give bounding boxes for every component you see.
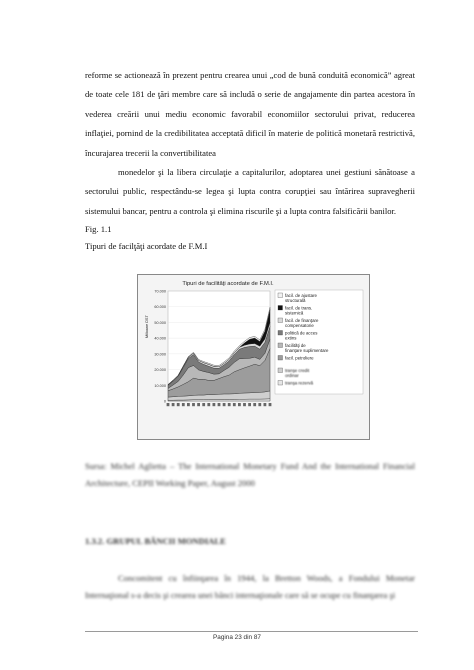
x-tick-mark xyxy=(172,403,175,406)
x-tick-mark xyxy=(213,403,216,406)
y-tick-label: 10.000 xyxy=(154,383,166,388)
legend-label: tranşa rezervă xyxy=(285,380,314,386)
y-tick-label: 50.000 xyxy=(154,320,166,325)
y-tick-label: 20.000 xyxy=(154,368,166,373)
legend-swatch xyxy=(278,343,283,348)
x-tick-mark xyxy=(192,403,195,406)
x-tick-mark xyxy=(238,403,241,406)
footer-divider xyxy=(85,631,418,632)
legend-swatch xyxy=(278,368,283,373)
legend-label: politică de acces extins xyxy=(285,330,318,341)
legend-label: facilităţi de finanţare suplimentare xyxy=(285,343,329,353)
legend-swatch xyxy=(278,331,283,336)
paragraph-1: reforme se actionează în prezent pentru crearea unui „cod de bună conduită economică” agreat de toate cele 181 de ţări membre care să includă o serie de angajamente din partea acestora în vederea creării unui mediu economic favorabil economiilor sectorului privat, reducerea inflaţiei, pornind de la credibilitatea acceptată dificil în materie de politică monetară restrictivă, încurajarea trecerii la convertibilitatea xyxy=(85,70,415,158)
legend-label: facil. de ajustare structurală xyxy=(285,293,317,303)
x-tick-mark xyxy=(228,403,231,406)
y-tick-label: 60.000 xyxy=(154,305,166,310)
source-note: Sursa: Michel Aglietta – The International Monetary Fund And the International Financial Architecture, CEPII Working Paper, August 2000 xyxy=(85,461,415,488)
x-tick-mark xyxy=(207,403,210,406)
y-tick-label: 70.000 xyxy=(154,289,166,294)
x-tick-mark xyxy=(218,403,221,406)
y-axis-label: Milioane DST xyxy=(145,315,149,338)
chart-svg xyxy=(138,275,369,439)
section-heading: 1.3.2. GRUPUL BĂNCII MONDIALE xyxy=(85,536,226,546)
x-tick-mark xyxy=(253,403,256,406)
legend-swatch xyxy=(278,356,283,361)
legend-swatch xyxy=(278,293,283,298)
legend-label: facil. de trans. sistemică xyxy=(285,305,313,316)
x-tick-mark xyxy=(167,403,170,406)
legend-swatch xyxy=(278,381,283,386)
legend-label: facil. petroliere xyxy=(285,355,314,361)
legend-swatch xyxy=(278,318,283,323)
y-tick-label: 40.000 xyxy=(154,336,166,341)
x-tick-mark xyxy=(182,403,185,406)
paragraph-2: monedelor şi la libera circulaţie a capitalurilor, adoptarea unei gestiuni sănătoase a sectorului public, respectându-se legea şi lupta contra corupţiei sau întărirea supravegherii sistemului bancar, pentru a controla şi elimina riscurile şi a lupta contra falsificării banilor. xyxy=(85,167,415,216)
page-number: Pagina 23 din 87 xyxy=(213,634,261,641)
x-tick-mark xyxy=(202,403,205,406)
chart-title: Tipuri de facilităţi acordate de F.M.I. xyxy=(182,281,274,287)
figure-caption: Tipuri de facilţăţi acordate de F.M.I xyxy=(85,241,208,251)
x-tick-mark xyxy=(187,403,190,406)
y-tick-label: 0 xyxy=(163,399,166,404)
section-paragraph: Concomitent cu înfiinţarea în 1944, la Bretton Woods, a Fondului Monetar Internaţional s-a decis şi crearea unei bănci internaţionale care să se ocupe cu finanţarea şi xyxy=(85,573,415,600)
x-tick-mark xyxy=(223,403,226,406)
figure-label: Fig. 1.1 xyxy=(85,224,112,234)
chart xyxy=(137,274,370,440)
x-tick-mark xyxy=(248,403,251,406)
legend-label: facil. de finanţare compensatorie xyxy=(285,318,319,328)
x-tick-mark xyxy=(243,403,246,406)
legend-swatch xyxy=(278,306,283,311)
x-tick-mark xyxy=(177,403,180,406)
legend-label: tranşe credit ordinar xyxy=(285,368,310,378)
x-tick-mark xyxy=(264,403,267,406)
x-tick-mark xyxy=(258,403,261,406)
body-paragraph xyxy=(85,66,415,221)
x-tick-mark xyxy=(197,403,200,406)
y-tick-label: 30.000 xyxy=(154,352,166,357)
x-tick-mark xyxy=(269,403,272,406)
x-tick-mark xyxy=(233,403,236,406)
